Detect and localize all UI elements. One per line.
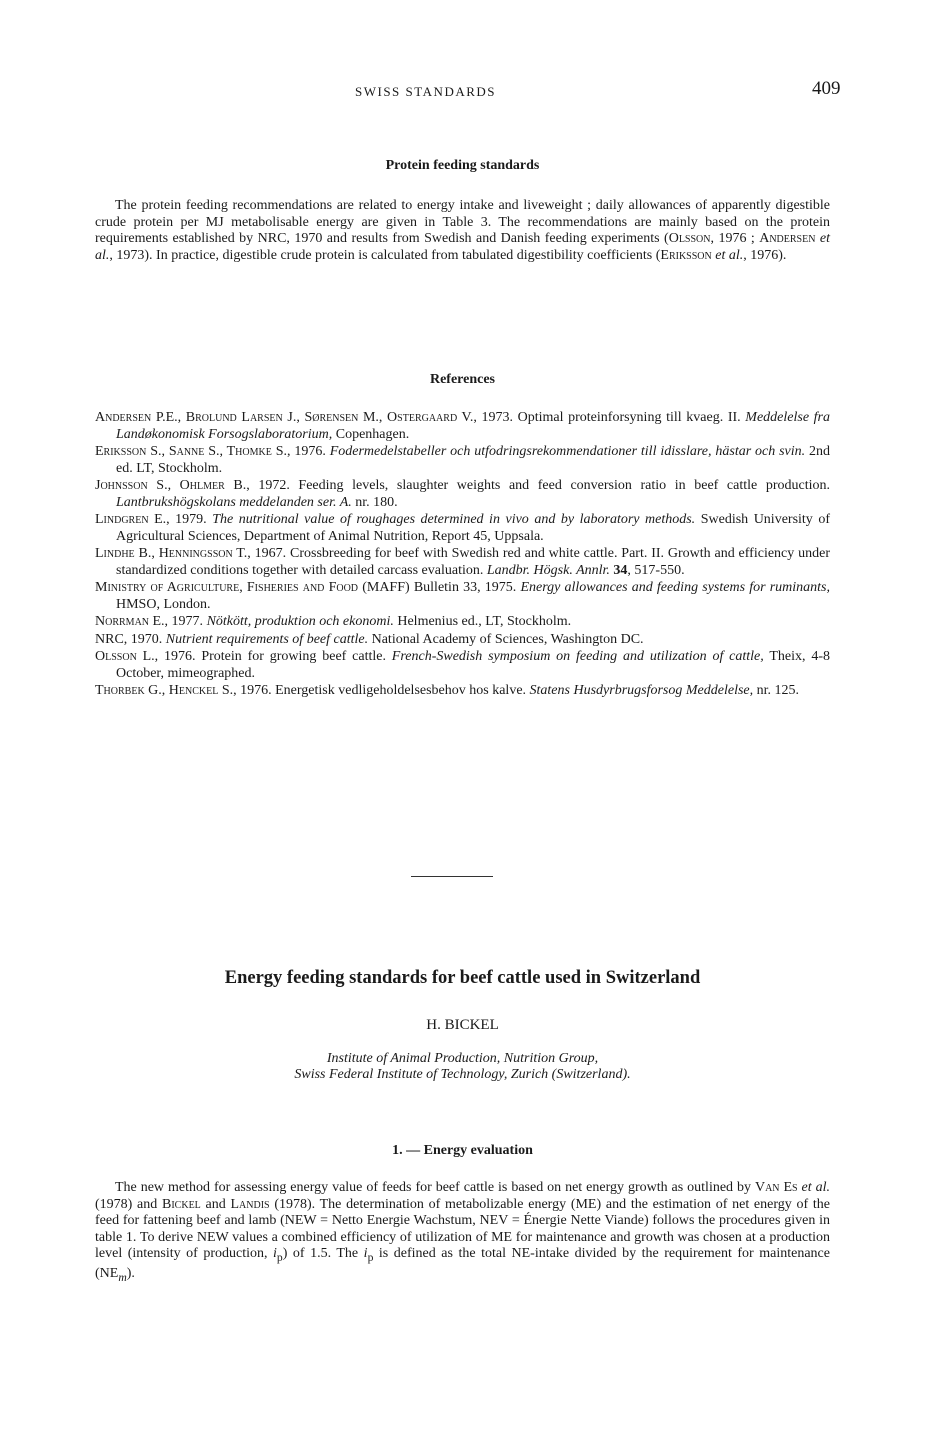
article-title: Energy feeding standards for beef cattle used in Switzerland bbox=[224, 968, 701, 988]
reference-item: Thorbek G., Henckel S., 1976. Energetisk vedligeholdelsesbehov hos kalve. Statens Husdyrbrugsforsog Meddelelse, nr. 125. bbox=[95, 683, 800, 698]
reference-list bbox=[95, 410, 830, 701]
section-heading-protein: Protein feeding standards bbox=[385, 158, 540, 173]
section-divider bbox=[411, 876, 493, 877]
page-number: 409 bbox=[812, 78, 841, 99]
author-affiliation bbox=[95, 1051, 830, 1083]
affiliation-line: Institute of Animal Production, Nutrition Group, bbox=[326, 1051, 599, 1066]
running-head: SWISS STANDARDS bbox=[355, 84, 497, 99]
reference-item: NRC, 1970. Nutrient requirements of beef cattle. National Academy of Sciences, Washington DC. bbox=[95, 631, 644, 647]
reference-item: Olsson L., 1976. Protein for growing beef cattle. French-Swedish symposium on feeding and utilization of cattle, Theix, 4-8 October, mimeographed. bbox=[95, 649, 830, 681]
reference-item: Johnsson S., Ohlmer B., 1972. Feeding levels, slaughter weights and feed conversion ratio in beef cattle production. Lantbrukshögskolans meddelanden ser. A. nr. 180. bbox=[95, 478, 830, 510]
paragraph-protein: The protein feeding recommendations are related to energy intake and liveweight ; daily allowances of apparently digestible crude protein per MJ metabolisable energy are given in Table 3. The recommendations are mainly based on the protein requirements established by NRC, 1970 and results from Swedish and Danish feeding experiments (Olsson, 1976 ; Andersen et al., 1973). In practice, digestible crude protein is calculated from tabulated digestibility coefficients (Eriksson et al., 1976). bbox=[95, 198, 830, 263]
section-heading-energy: 1. — Energy evaluation bbox=[392, 1143, 533, 1158]
paragraph-energy: The new method for assessing energy value of feeds for beef cattle is based on net energy growth as outlined by Van Es et al. (1978) and Bickel and Landis (1978). The determination of metabolizable energy (ME) and the estimation of net energy of the feed for fattening beef and lamb (NEW = Netto Energie Wachstum, NEV = Énergie Nette Viande) follows the procedures given in table 1. To derive NEW values a combined efficiency of utilization of ME for maintenance and growth was chosen at a production level (intensity of production, $i_p$) of 1.5. The $i_p$ is defined as the total NE-intake divided by the requirement for maintenance $(NE_m)$. bbox=[95, 1180, 830, 1285]
reference-item: Lindgren E., 1979. The nutritional value of roughages determined in vivo and by laboratory methods. Swedish University of Agricultural Sciences, Department of Animal Nutrition, Report 45, Uppsala. bbox=[95, 512, 830, 544]
reference-item: Andersen P.E., Brolund Larsen J., Sørensen M., Ostergaard V., 1973. Optimal proteinforsyning till kvaeg. II. Meddelelse fra Landøkonomisk Forsogslaboratorium, Copenhagen. bbox=[95, 410, 830, 442]
reference-item: Lindhe B., Henningsson T., 1967. Crossbreeding for beef with Swedish red and white cattle. Part. II. Growth and efficiency under standardized conditions together with detailed carcass evaluation. Landbr. Högsk. Annlr. 34, 517-550. bbox=[95, 546, 830, 578]
reference-item: Norrman E., 1977. Nötkött, produktion och ekonomi. Helmenius ed., LT, Stockholm. bbox=[95, 614, 572, 629]
affiliation-line: Swiss Federal Institute of Technology, Zurich (Switzerland). bbox=[294, 1067, 631, 1082]
article-author: H. BICKEL bbox=[426, 1017, 499, 1033]
reference-item: Eriksson S., Sanne S., Thomke S., 1976. Fodermedelstabeller och utfodringsrekommendationer till idisslare, hästar och svin. 2nd ed. LT, Stockholm. bbox=[95, 444, 830, 476]
references-heading: References bbox=[429, 372, 496, 387]
reference-item: Ministry of Agriculture, Fisheries and Food (MAFF) Bulletin 33, 1975. Energy allowances and feeding systems for ruminants, HMSO, London. bbox=[95, 580, 830, 612]
